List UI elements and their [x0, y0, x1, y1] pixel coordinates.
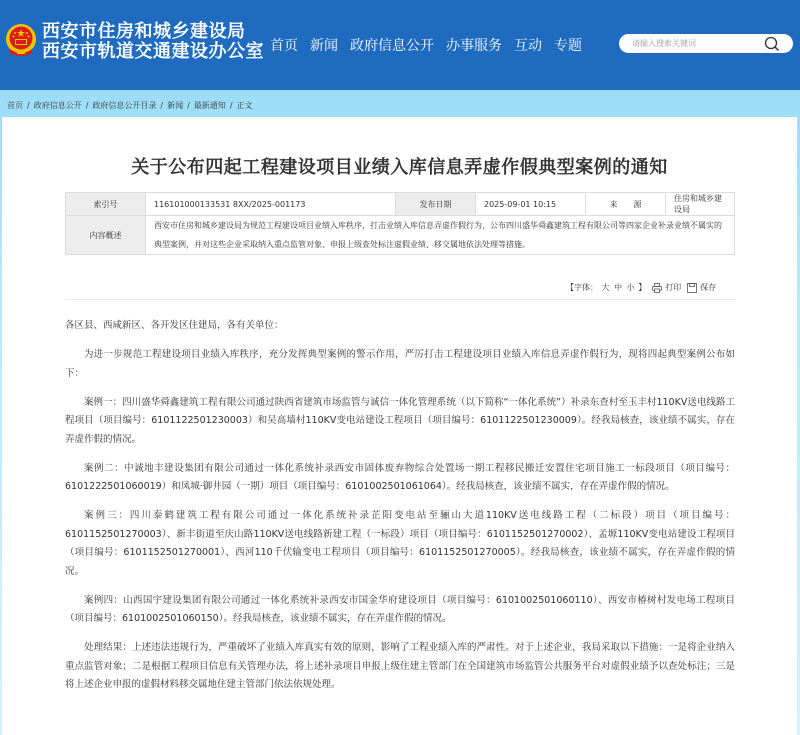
article-container	[2, 117, 797, 735]
article-title: 关于公布四起工程建设项目业绩入库信息弄虚作假典型案例的通知	[131, 157, 668, 178]
breadcrumb	[7, 100, 253, 112]
source-value: 住房和城乡建设局	[666, 193, 735, 216]
font-size-small[interactable]: 小	[626, 283, 635, 292]
save-label: 保存	[700, 283, 717, 292]
nav-item-news[interactable]: 新闻	[310, 38, 338, 54]
breadcrumb-separator: /	[187, 101, 190, 110]
print-button[interactable]	[652, 282, 681, 293]
nav-item-services[interactable]: 办事服务	[446, 38, 502, 54]
nav-item-interaction[interactable]: 互动	[514, 38, 542, 54]
font-size-prefix: 【字体：	[566, 283, 598, 292]
search-box	[619, 34, 793, 53]
case-1-paragraph: 案例一：四川盛华舜鑫建筑工程有限公司通过陕西省建筑市场监管与诚信一体化管理系统（以下简称“一体化系统”）补录东查村至玉丰村110KV送电线路工程项目（项目编号：6101122501230003）和吴高墙村110KV变电站建设工程项目（项目编号：6101122501230009）。经我局核查，该业绩不属实，存在弄虚作假的情况。	[65, 396, 735, 445]
breadcrumb-latest-notice[interactable]: 最新通知	[193, 101, 226, 110]
article-tools	[566, 282, 716, 293]
case-2-paragraph: 案例二：中诚地丰建设集团有限公司通过一体化系统补录西安市固体废弃物综合处置场一期工程移民搬迁安置住宅项目施工一标段项目（项目编号：6101222501060019）和凤城·御井园（一期）项目（项目编号：6101002501061064）。经我局核查，该业绩不属实，存在弄虚作假的情况。	[65, 462, 735, 492]
nav-item-gov-info[interactable]: 政府信息公开	[350, 38, 434, 54]
summary-value: 西安市住房和城乡建设局为规范工程建设项目业绩入库秩序，打击业绩入库信息弄虚作假行为，公布四川盛华舜鑫建筑工程有限公司等四家企业补录业绩不属实的典型案例，并对这些企业采取纳入重点监管对象、申报上级查处标注虚假业绩、移交属地依法处理等措施。	[146, 216, 735, 255]
breadcrumb-home[interactable]: 首页	[7, 101, 23, 110]
font-size-selector	[566, 282, 646, 293]
case-3-paragraph: 案例三：四川泰鹤建筑工程有限公司通过一体化系统补录芷阳变电站至骊山大道110KV送电线路工程（二标段）项目（项目编号：6101152501270003）、新丰街道至庆山路110KV送电线路新建工程（一标段）项目（项目编号：6101152501270002）、孟塬110KV变电站建设工程项目（项目编号：6101152501270001）、西河110千伏输变电工程项目（项目编号：6101152501270005）。经我局核查，该业绩不属实，存在弄虚作假的情况。	[65, 510, 735, 577]
breadcrumb-separator: /	[229, 101, 233, 110]
site-header	[0, 0, 800, 90]
case-4-paragraph: 案例四：山西国宇建设集团有限公司通过一体化系统补录西安市国金华府建设项目（项目编号：6101002501060110）、西安市椿树村发电场工程项目（项目编号：6101002501060150）。经我局核查，该业绩不属实，存在弄虚作假的情况。	[65, 594, 735, 624]
article-body	[65, 317, 735, 705]
font-size-large[interactable]: 大	[601, 283, 610, 292]
summary-label: 内容概述	[66, 216, 146, 255]
save-button[interactable]	[687, 282, 716, 293]
site-title[interactable]	[42, 22, 264, 62]
index-value: 116101000133531 8XX/2025-001173	[146, 193, 396, 216]
salutation: 各区县、西咸新区、各开发区住建局，各有关单位：	[65, 320, 284, 331]
index-label: 索引号	[66, 193, 146, 216]
main-nav	[270, 37, 582, 55]
search-icon[interactable]	[764, 36, 780, 52]
national-emblem-icon[interactable]	[4, 23, 38, 59]
source-label: 来 源	[586, 193, 666, 216]
breadcrumb-separator: /	[160, 101, 164, 110]
result-paragraph: 处理结果：上述违法违规行为，严重破坏了业绩入库真实有效的原则，影响了工程业绩入库的严肃性。对于上述企业，我局采取以下措施：一是将企业纳入重点监管对象；二是根据工程项目信息有关管理办法，将上述补录项目申报上级住建主管部门在全国建筑市场监管公共服务平台对虚假业绩予以查处标注；三是将上述企业申报的虚假材料移交属地住建主管部门依法依规处理。	[65, 642, 735, 690]
save-icon	[687, 283, 697, 293]
breadcrumb-news[interactable]: 新闻	[167, 101, 184, 110]
article-meta-table	[65, 192, 735, 255]
breadcrumb-separator: /	[27, 101, 30, 110]
site-title-line2: 西安市轨道交通建设办公室	[42, 41, 264, 62]
printer-icon	[652, 283, 662, 293]
intro-paragraph: 为进一步规范工程建设项目业绩入库秩序，充分发挥典型案例的警示作用，严厉打击工程建设项目业绩入库信息弄虚作假行为，现将四起典型案例公布如下：	[65, 349, 735, 379]
breadcrumb-gov-info[interactable]: 政府信息公开	[33, 101, 82, 110]
date-value: 2025-09-01 10:15	[476, 193, 586, 216]
search-input[interactable]	[632, 39, 762, 48]
date-label: 发布日期	[396, 193, 476, 216]
divider	[65, 299, 735, 300]
breadcrumb-current: 正文	[236, 101, 253, 110]
nav-item-topics[interactable]: 专题	[554, 38, 582, 54]
breadcrumb-gov-info-catalog[interactable]: 政府信息公开目录	[92, 101, 157, 110]
font-size-medium[interactable]: 中	[614, 283, 623, 292]
nav-item-home[interactable]: 首页	[270, 38, 298, 54]
site-title-line1: 西安市住房和城乡建设局	[42, 21, 246, 42]
print-label: 打印	[665, 283, 682, 292]
font-size-suffix: 】	[638, 283, 647, 292]
breadcrumb-separator: /	[85, 101, 89, 110]
